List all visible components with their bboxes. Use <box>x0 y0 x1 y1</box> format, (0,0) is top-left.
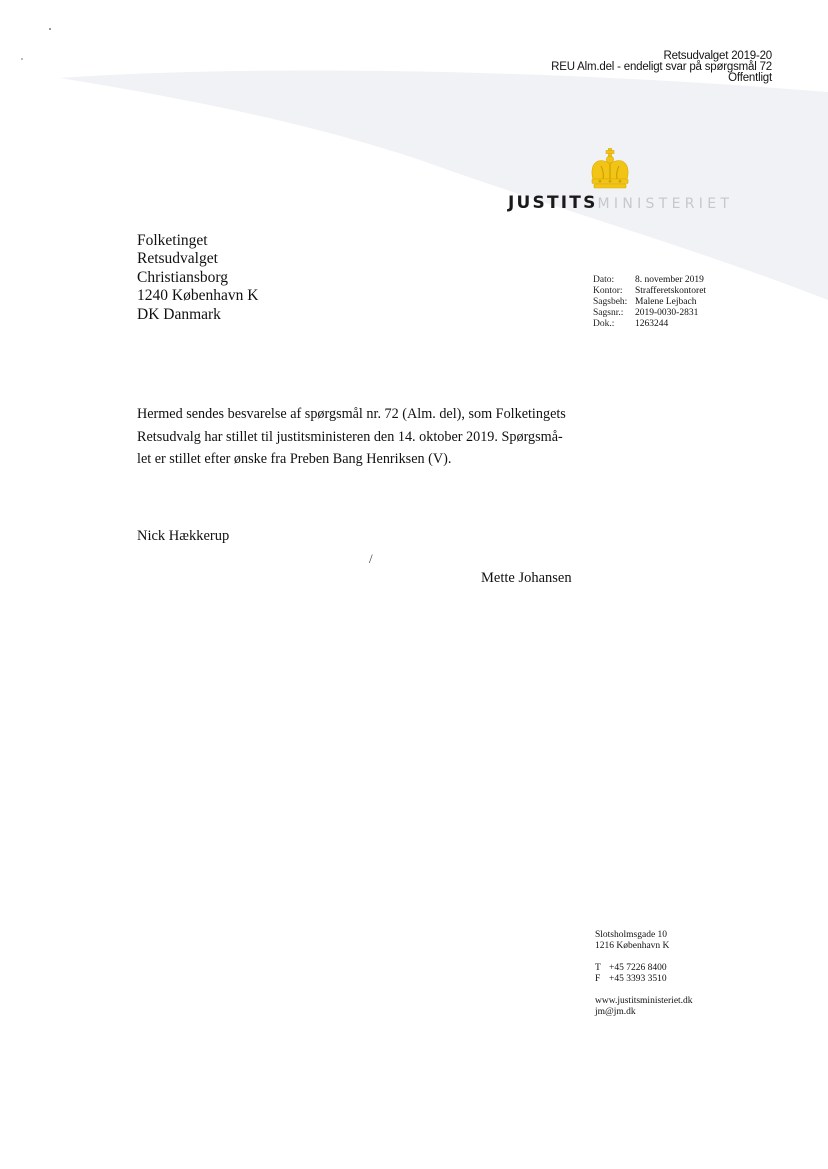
meta-value: 8. november 2019 <box>635 275 704 285</box>
meta-row-date <box>593 275 706 286</box>
meta-value: 1263244 <box>635 319 669 329</box>
fax-label: F <box>595 973 601 984</box>
meta-row-caseworker <box>593 297 706 308</box>
fax-number: +45 3393 3510 <box>609 973 667 984</box>
footer-email-link[interactable]: jm@jm.dk <box>595 1006 636 1017</box>
footer-address-city: 1216 København K <box>595 940 670 951</box>
minister-signature: Nick Hækkerup <box>137 528 230 544</box>
recipient-line: 1240 København K <box>137 287 259 305</box>
wordmark-bold: JUSTITS <box>508 193 598 213</box>
wordmark-light: MINISTERIET <box>597 196 734 212</box>
meta-value: 2019-0030-2831 <box>635 308 699 318</box>
letter-body <box>137 403 587 471</box>
recipient-line: Folketinget <box>137 232 208 249</box>
meta-label: Sagsbeh: <box>593 297 628 307</box>
phone-label: T <box>595 963 601 973</box>
phone-number: +45 7226 8400 <box>609 963 667 973</box>
body-line: Hermed sendes besvarelse af spørgsmål nr. 72 (Alm. del), som Folketingets <box>137 406 566 422</box>
stamp-status: Offentligt <box>728 72 772 84</box>
meta-value: Strafferetskontoret <box>635 286 707 296</box>
official-signature: Mette Johansen <box>481 570 572 586</box>
ministry-contact <box>595 930 693 1017</box>
body-line: Retsudvalg har stillet til justitsministeren den 14. oktober 2019. Spørgsmå- <box>137 428 563 445</box>
meta-label: Dato: <box>593 275 615 285</box>
footer-address-street: Slotsholmsgade 10 <box>595 930 668 940</box>
ministry-wordmark <box>508 192 733 215</box>
recipient-line: Retsudvalget <box>137 250 218 268</box>
stamp-committee: Retsudvalget 2019-20 <box>663 50 772 62</box>
meta-label: Sagsnr.: <box>593 308 624 318</box>
stamp-reference: REU Alm.del - endeligt svar på spørgsmål 72 <box>551 61 772 73</box>
meta-row-case-number <box>593 308 706 319</box>
footer-phone <box>595 963 693 974</box>
meta-row-document <box>593 319 706 330</box>
ministry-logo <box>508 148 734 218</box>
recipient-line: Christiansborg <box>137 268 228 286</box>
footer-fax <box>595 974 693 985</box>
recipient-line: DK Danmark <box>137 305 221 323</box>
body-line: let er stillet efter ønske fra Preben Bang Henriksen (V). <box>137 451 452 467</box>
meta-label: Dok.: <box>593 319 615 329</box>
meta-label: Kontor: <box>593 286 623 296</box>
meta-value: Malene Lejbach <box>635 297 697 307</box>
footer-website-link[interactable]: www.justitsministeriet.dk <box>595 996 693 1006</box>
meta-row-office <box>593 286 706 297</box>
journal-stamp <box>551 51 772 84</box>
case-metadata <box>593 275 706 330</box>
recipient-address <box>137 232 258 324</box>
royal-crown-icon <box>587 148 633 190</box>
signature-separator: / <box>369 551 373 566</box>
